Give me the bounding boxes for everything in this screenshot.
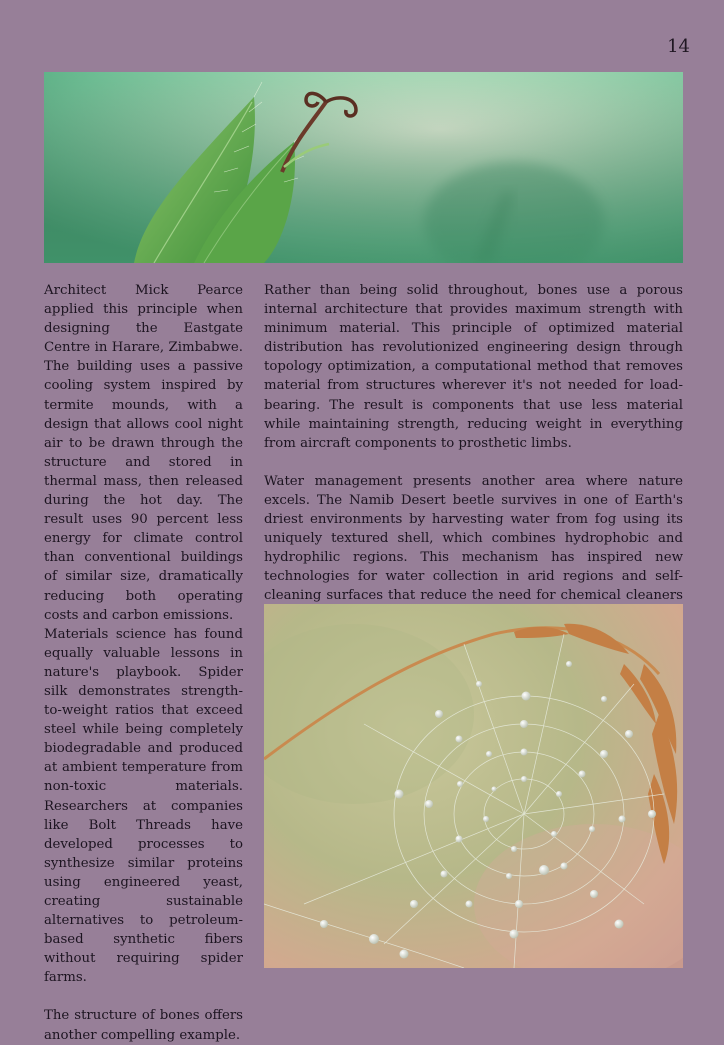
left-paragraph-3: The structure of bones offers another compelling example. [44, 1008, 243, 1043]
left-column [44, 281, 243, 1045]
page-number: 14 [667, 36, 690, 57]
right-paragraph-2: Water management presents another area where nature excels. The Namib Desert beetle survives in one of Earth's driest environments by harvesting water from fog using its uniquely textured shell, which combines hydrophobic and hydrophilic regions. This mechanism has inspired new technologies for water collection in arid regions and self-cleaning surfaces that reduce the need for chemical cleaners [264, 473, 683, 604]
left-paragraph-2: Materials science has found equally valuable lessons in nature's playbook. Spider silk demonstrates strength-to-weight ratios that exceed steel while being completely biodegradable and produced at ambient temperature from non-toxic materials. Researchers at companies like Bolt Threads have developed processes to synthesize similar proteins using engineered yeast, creating sustainable alternatives to petroleum-based synthetic fibers without requiring spider farms. [44, 626, 243, 986]
seed-pod-photo [44, 72, 683, 263]
spider-web-photo [264, 604, 683, 968]
hero-image [44, 72, 683, 263]
right-paragraph-1: Rather than being solid throughout, bones use a porous internal architecture that provides maximum strength with minimum material. This principle of optimized material distribution has revolutionized engineering design through topology optimization, a computational method that removes material from structures wherever it's not needed for load-bearing. The result is components that use less material while maintaining strength, reducing weight in everything from aircraft components to prosthetic limbs. [264, 283, 683, 451]
right-column [264, 281, 683, 625]
spider-web-image [264, 604, 683, 968]
left-paragraph-1: Architect Mick Pearce applied this principle when designing the Eastgate Centre in Harare, Zimbabwe. The building uses a passive cooling system inspired by termite mounds, with a design that allows cool night air to be drawn through the structure and stored in thermal mass, then released during the hot day. The result uses 90 percent less energy for climate control than conventional buildings of similar size, dramatically reducing both operating costs and carbon emissions. [44, 283, 243, 623]
